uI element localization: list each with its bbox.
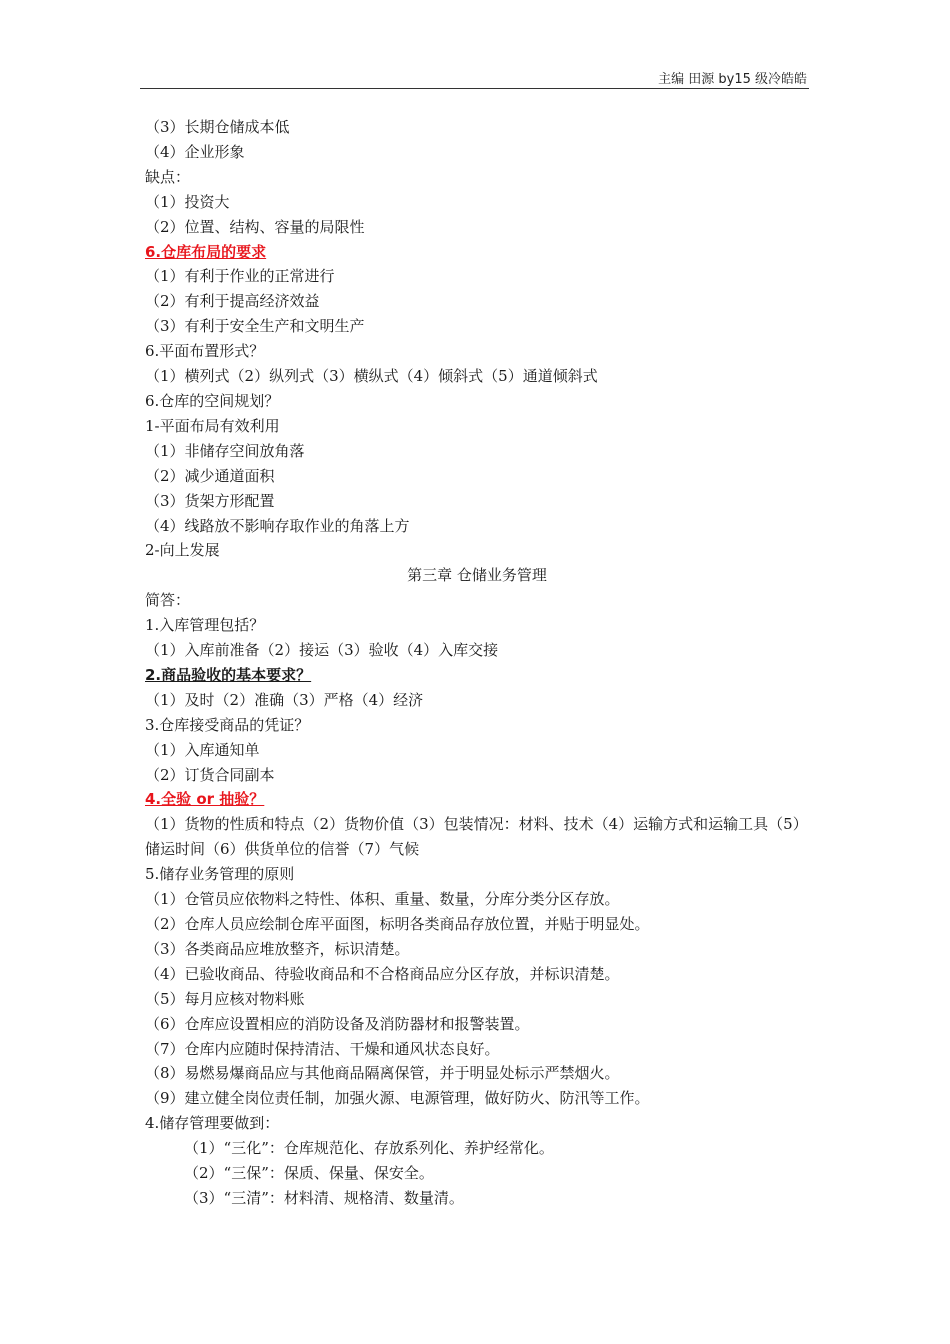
text-line: 6.平面布置形式？ bbox=[145, 342, 265, 361]
text-line: （1）入库前准备（2）接运（3）验收（4）入库交接 bbox=[145, 641, 499, 660]
text-line: （1）有利于作业的正常进行 bbox=[145, 267, 335, 286]
text-line: （1）入库通知单 bbox=[145, 740, 260, 759]
text-line: （9）建立健全岗位责任制，加强火源、电源管理，做好防火、防汛等工作。 bbox=[145, 1089, 650, 1108]
document-body bbox=[145, 115, 809, 1211]
text-line: （2）有利于提高经济效益 bbox=[145, 292, 320, 311]
text-line: （2）“三保”：保质、保量、保安全。 bbox=[184, 1164, 434, 1183]
text-line: （2）订货合同副本 bbox=[145, 765, 275, 784]
text-line: （1）仓管员应依物料之特性、体积、重量、数量，分库分类分区存放。 bbox=[145, 890, 620, 909]
text-line: （1）及时（2）准确（3）严格（4）经济 bbox=[145, 690, 424, 709]
text-line: （1）“三化”：仓库规范化、存放系列化、养护经常化。 bbox=[184, 1139, 554, 1158]
header-text: 主编 田源 by15 级冷皓皓 bbox=[658, 72, 807, 87]
text-line: （3）“三清”：材料清、规格清、数量清。 bbox=[184, 1188, 464, 1207]
text-line: （4）线路放不影响存取作业的角落上方 bbox=[145, 516, 410, 535]
text-line: （4）已验收商品、待验收商品和不合格商品应分区存放，并标识清楚。 bbox=[145, 964, 620, 983]
text-line: （3）有利于安全生产和文明生产 bbox=[145, 317, 365, 336]
text-line: （7）仓库内应随时保持清洁、干燥和通风状态良好。 bbox=[145, 1039, 500, 1058]
text-line: 6.仓库的空间规划？ bbox=[145, 391, 280, 410]
chapter-title: 第三章 仓储业务管理 bbox=[407, 566, 547, 585]
text-line: （5）每月应核对物料账 bbox=[145, 989, 305, 1008]
text-line: （2）位置、结构、容量的局限性 bbox=[145, 217, 365, 236]
text-line: （3）各类商品应堆放整齐，标识清楚。 bbox=[145, 939, 410, 958]
text-line: 1-平面布局有效利用 bbox=[145, 416, 280, 435]
text-line: 1.入库管理包括？ bbox=[145, 616, 265, 635]
text-line: （2）减少通道面积 bbox=[145, 466, 275, 485]
text-line: （6）仓库应设置相应的消防设备及消防器材和报警装置。 bbox=[145, 1014, 530, 1033]
text-line: 简答： bbox=[145, 591, 191, 610]
text-line: 2-向上发展 bbox=[145, 541, 220, 560]
section-heading: 2.商品验收的基本要求？ bbox=[145, 665, 312, 684]
text-line: （1）货物的性质和特点（2）货物价值（3）包装情况：材料、技术（4）运输方式和运输工具（5）储运时间（6）供货单位的信誉（7）气候 bbox=[145, 815, 808, 859]
text-line: 5.储存业务管理的原则 bbox=[145, 865, 295, 884]
section-heading: 6.仓库布局的要求 bbox=[145, 242, 267, 261]
text-line: （1）投资大 bbox=[145, 192, 230, 211]
text-line: （1）非储存空间放角落 bbox=[145, 441, 305, 460]
section-heading: 4.全验 or 抽验？ bbox=[145, 790, 265, 809]
text-line: 缺点： bbox=[145, 167, 191, 186]
text-line: （4）企业形象 bbox=[145, 142, 245, 161]
page-header bbox=[140, 66, 809, 89]
text-line: （1）横列式（2）纵列式（3）横纵式（4）倾斜式（5）通道倾斜式 bbox=[145, 367, 598, 386]
text-line: （2）仓库人员应绘制仓库平面图，标明各类商品存放位置，并贴于明显处。 bbox=[145, 915, 650, 933]
text-line: （8）易燃易爆商品应与其他商品隔离保管，并于明显处标示严禁烟火。 bbox=[145, 1064, 620, 1083]
text-line: 4.储存管理要做到： bbox=[145, 1114, 280, 1133]
text-line: （3）长期仓储成本低 bbox=[145, 118, 290, 136]
text-line: （3）货架方形配置 bbox=[145, 491, 275, 510]
text-line: 3.仓库接受商品的凭证？ bbox=[145, 715, 310, 734]
